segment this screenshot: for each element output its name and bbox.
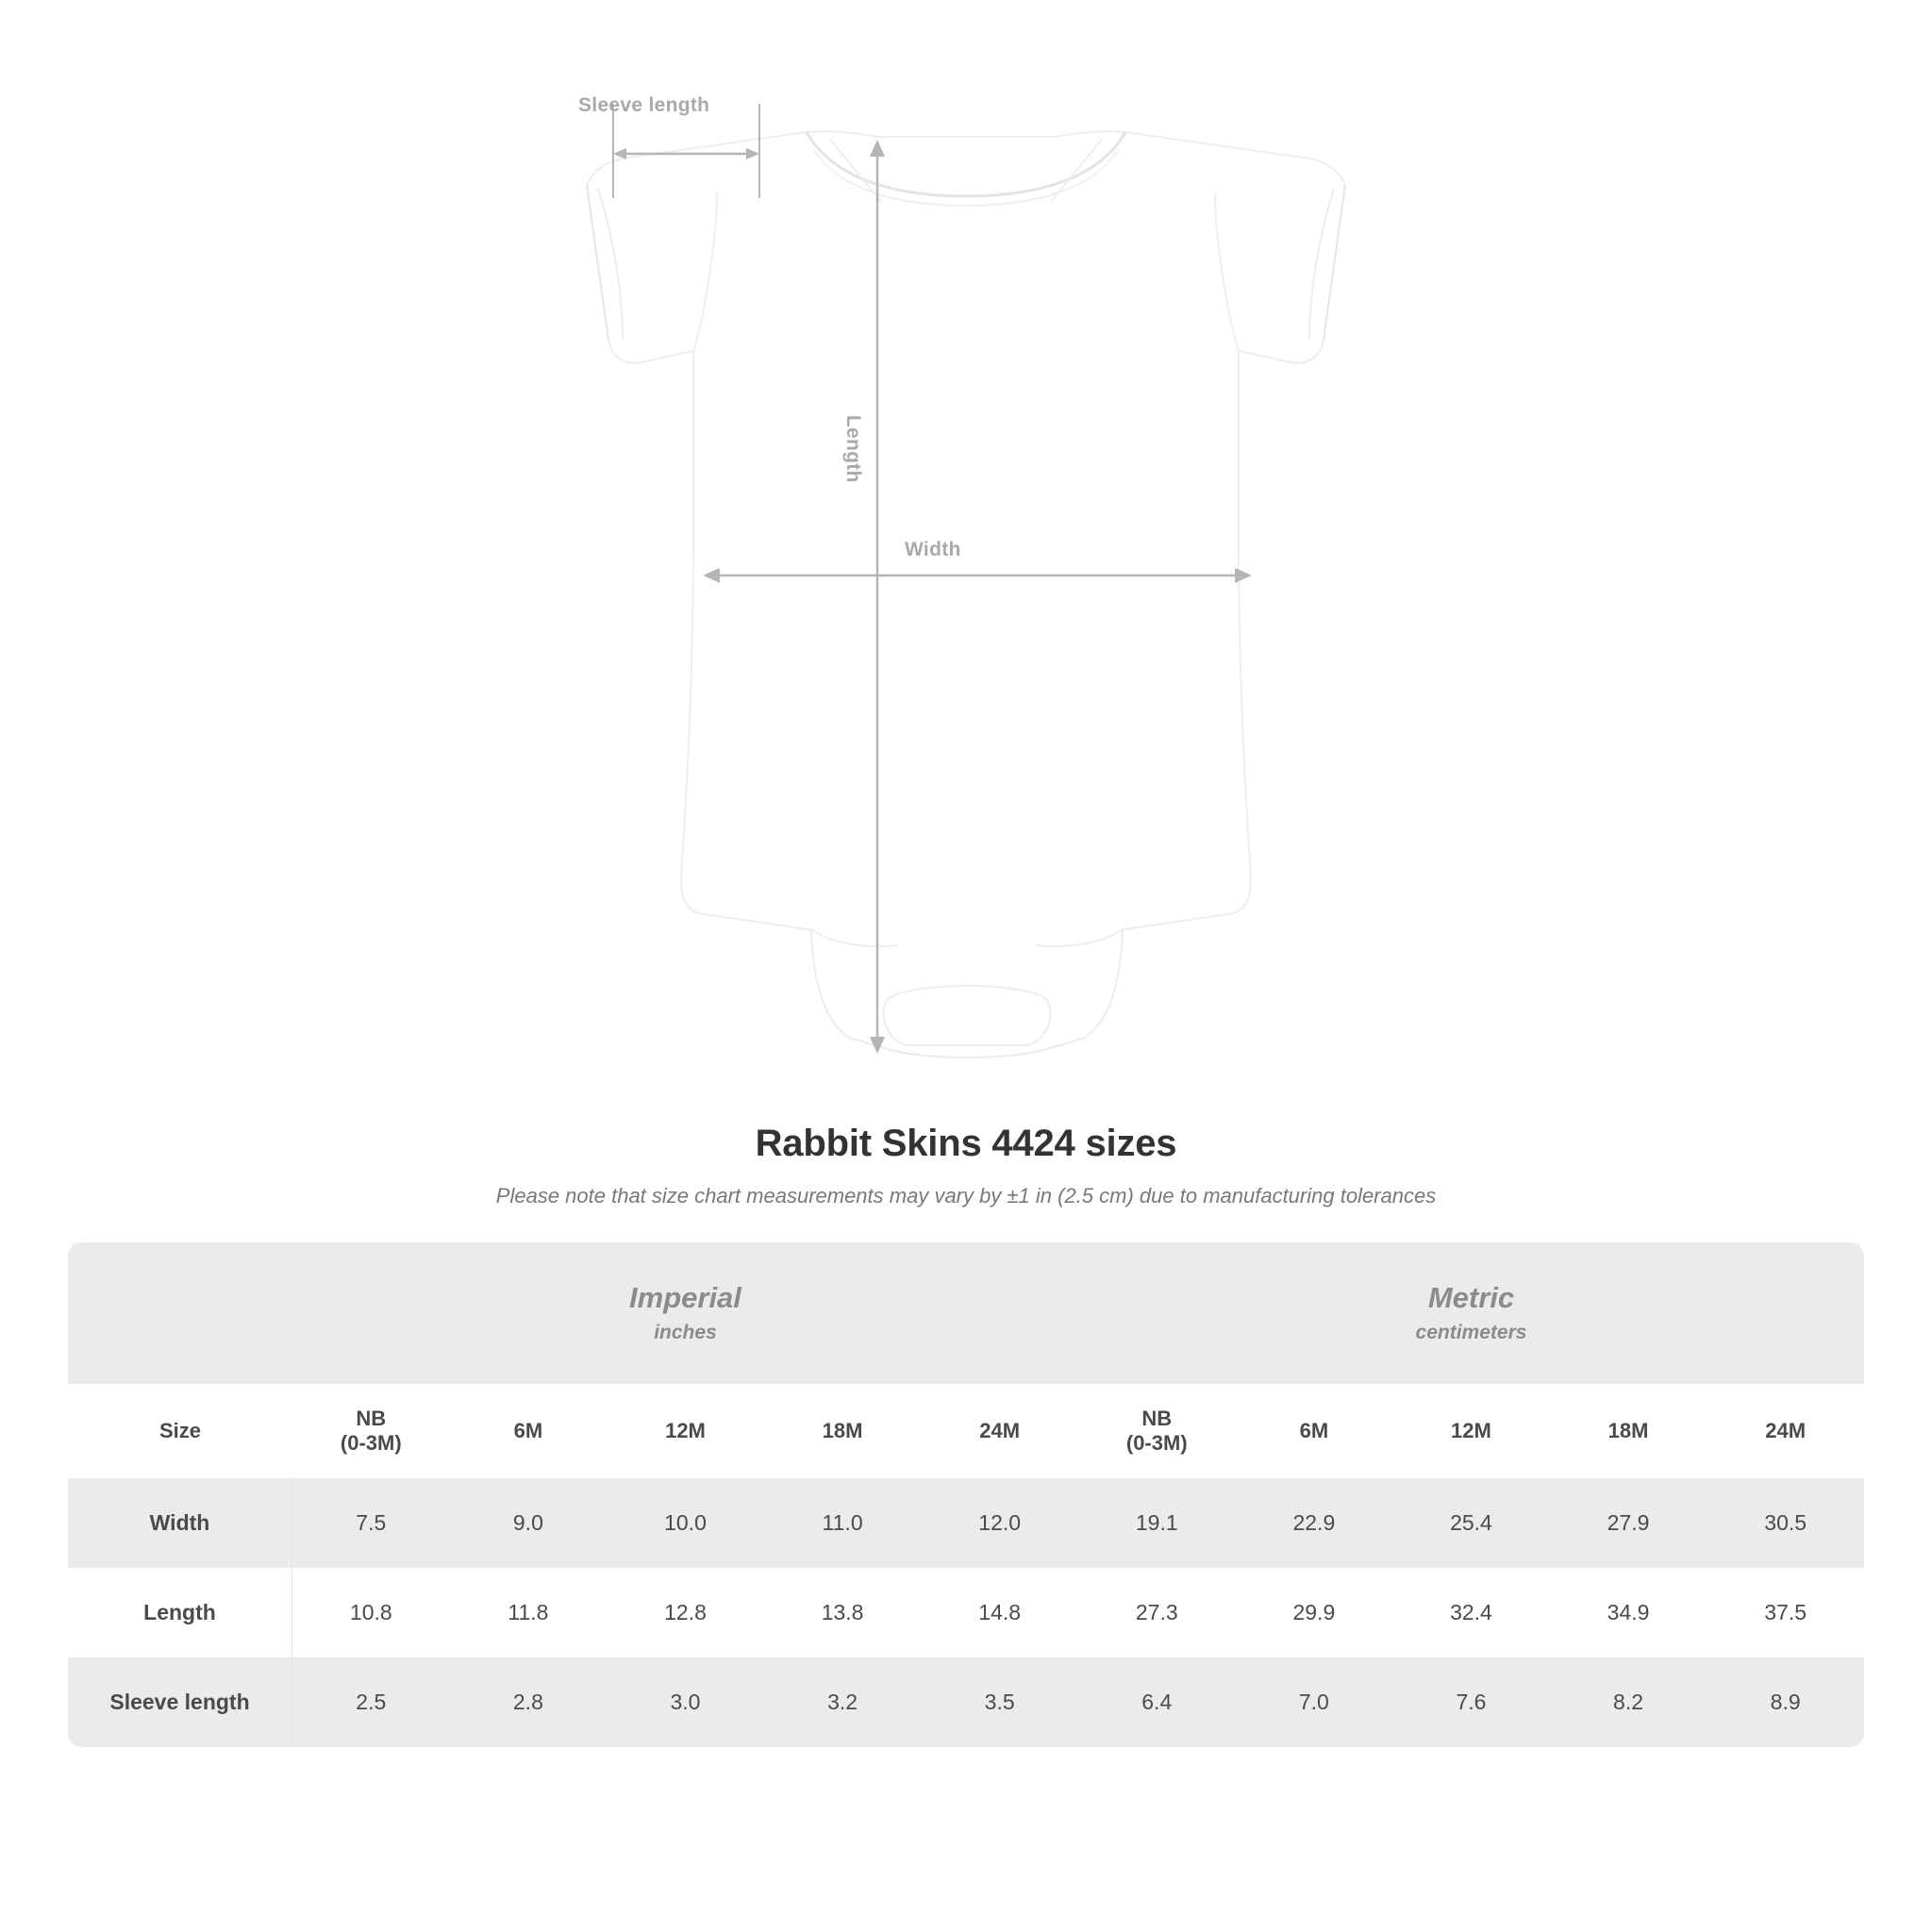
cell-sleeve-18m-imperial: 3.2 [764,1657,922,1747]
sleeve-length-dimension-label: Sleeve length [578,94,710,116]
imperial-unit-sub: inches [654,1322,717,1344]
metric-unit-sub: centimeters [1415,1322,1527,1344]
size-column-6m-metric: 6M [1236,1384,1393,1478]
width-dimension-label: Width [905,539,961,560]
table-corner-cell [68,1242,292,1384]
size-column-nb-metric-label: NB [1141,1407,1173,1430]
cell-width-nb-imperial: 7.5 [292,1478,450,1568]
size-column-nb-imperial-sub: (0-3M) [340,1431,402,1455]
cell-width-6m-metric: 22.9 [1236,1478,1393,1568]
table-row [68,1657,1864,1747]
cell-length-18m-metric: 34.9 [1550,1568,1707,1657]
cell-sleeve-nb-metric: 6.4 [1078,1657,1236,1747]
cell-width-nb-metric: 19.1 [1078,1478,1236,1568]
row-label-length: Length [68,1568,292,1657]
cell-length-nb-imperial: 10.8 [292,1568,450,1657]
metric-unit-header [1078,1242,1864,1384]
cell-sleeve-6m-imperial: 2.8 [450,1657,608,1747]
cell-width-18m-metric: 27.9 [1550,1478,1707,1568]
tolerance-note: Please note that size chart measurements may vary by ±1 in (2.5 cm) due to manufacturing tolerances [495,1184,1437,1208]
size-column-18m-imperial: 18M [764,1384,922,1478]
unit-header-row [68,1242,1864,1384]
imperial-unit-name: Imperial [629,1280,741,1314]
cell-length-24m-metric: 37.5 [1707,1568,1864,1657]
cell-width-18m-imperial: 11.0 [764,1478,922,1568]
imperial-unit-header [292,1242,1078,1384]
cell-sleeve-nb-imperial: 2.5 [292,1657,450,1747]
page-title: Rabbit Skins 4424 sizes [755,1123,1177,1164]
size-header-label: Size [68,1384,292,1478]
size-column-18m-metric: 18M [1550,1384,1707,1478]
cell-width-24m-imperial: 12.0 [921,1478,1078,1568]
cell-sleeve-24m-metric: 8.9 [1707,1657,1864,1747]
cell-sleeve-18m-metric: 8.2 [1550,1657,1707,1747]
size-header-row [68,1384,1864,1478]
table-row [68,1568,1864,1657]
size-column-6m-imperial: 6M [450,1384,608,1478]
size-column-12m-imperial: 12M [607,1384,764,1478]
metric-unit-name: Metric [1427,1280,1515,1314]
cell-length-6m-imperial: 11.8 [450,1568,608,1657]
size-column-24m-imperial: 24M [921,1384,1078,1478]
cell-length-nb-metric: 27.3 [1078,1568,1236,1657]
length-dimension-label: Length [842,415,864,483]
cell-length-18m-imperial: 13.8 [764,1568,922,1657]
cell-width-12m-imperial: 10.0 [607,1478,764,1568]
cell-sleeve-6m-metric: 7.0 [1236,1657,1393,1747]
row-label-width: Width [68,1478,292,1568]
table-row [68,1478,1864,1568]
cell-length-6m-metric: 29.9 [1236,1568,1393,1657]
size-column-nb-imperial [292,1384,450,1478]
cell-sleeve-12m-imperial: 3.0 [607,1657,764,1747]
cell-length-12m-imperial: 12.8 [607,1568,764,1657]
size-column-nb-metric-sub: (0-3M) [1125,1431,1188,1455]
cell-length-12m-metric: 32.4 [1392,1568,1550,1657]
size-table [68,1242,1864,1747]
size-column-24m-metric: 24M [1707,1384,1864,1478]
size-column-nb-imperial-label: NB [356,1407,387,1430]
cell-length-24m-imperial: 14.8 [921,1568,1078,1657]
title-block [0,1123,1932,1208]
cell-width-12m-metric: 25.4 [1392,1478,1550,1568]
cell-sleeve-12m-metric: 7.6 [1392,1657,1550,1747]
row-label-sleeve-length: Sleeve length [68,1657,292,1747]
cell-sleeve-24m-imperial: 3.5 [921,1657,1078,1747]
cell-width-24m-metric: 30.5 [1707,1478,1864,1568]
size-column-12m-metric: 12M [1392,1384,1550,1478]
size-table-wrapper [68,1242,1864,1747]
cell-width-6m-imperial: 9.0 [450,1478,608,1568]
size-column-nb-metric [1078,1384,1236,1478]
